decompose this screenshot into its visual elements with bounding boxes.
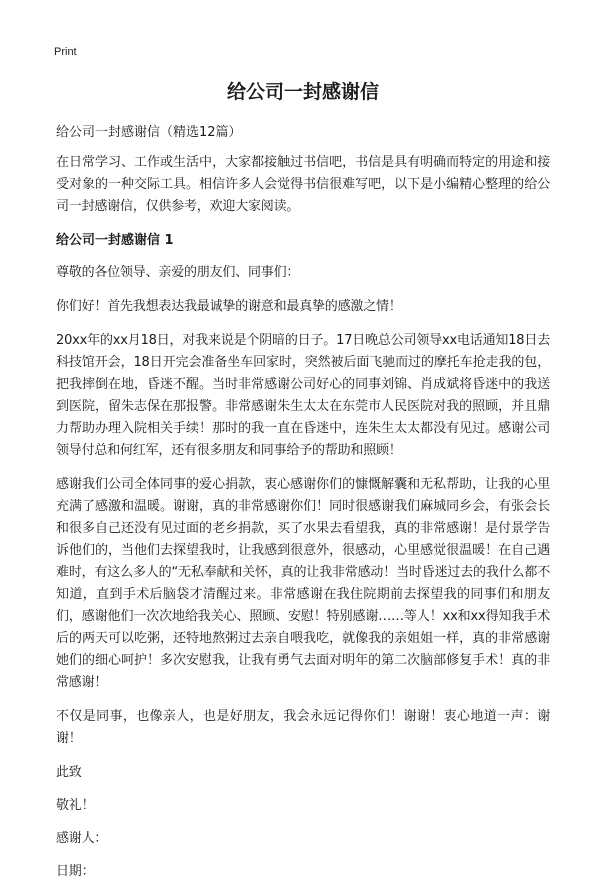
signer-line: 感谢人： — [56, 831, 108, 846]
letter-closing — [56, 762, 550, 883]
document-subtitle: 给公司一封感谢信（精选12篇） — [56, 125, 242, 140]
section-heading: 给公司一封感谢信 1 — [56, 233, 174, 248]
body-paragraph-1: 20xx年的xx月18日，对我来说是个阴暗的日子。17日晚总公司领导xx电话通知18日去科技馆开会，18日开完会准备坐车回家时，突然被后面飞驰而过的摩托车抢走我的包，把我摔倒在地，昏迷不醒。当时非常感谢公司好心的同事刘锦、肖成斌将昏迷中的我送到医院，留朱志保在那报警。非常感谢朱生太太在东莞市人民医院对我的照顾，并且鼎力帮助办理入院相关手续！那时的我一直在昏迷中，连朱生太太都没有见过。感谢公司领导付总和何红军，还有很多朋友和同事给予的帮助和照顾！ — [56, 333, 550, 458]
closing-line-1: 此致 — [56, 765, 82, 780]
closing-line-2: 敬礼！ — [56, 798, 95, 813]
body-paragraph-3: 不仅是同事，也像亲人，也是好朋友，我会永远记得你们！谢谢！衷心地道一声：谢谢！ — [56, 709, 550, 746]
greeting-line: 尊敬的各位领导、亲爱的朋友们、同事们： — [56, 265, 300, 280]
document-body — [56, 78, 550, 894]
print-link[interactable]: Print — [54, 46, 77, 58]
body-paragraph-2: 感谢我们公司全体同事的爱心捐款，衷心感谢你们的慷慨解囊和无私帮助，让我的心里充满了感激和温暖。谢谢，真的非常感谢你们！同时很感谢我们麻城同乡会，有张会长和很多自己还没有见过面的老乡捐款，买了水果去看望我，真的非常感谢！是付景学告诉他们的，当他们去探望我时，让我感到很意外，很感动，心里感觉很温暖！在自己遇难时，有这么多人的“无私奉献和关怀，真的让我非常感动！当时昏迷过去的我什么都不知道，直到手术后脑袋才清醒过来。非常感谢在我住院期前去探望我的同事们和朋友们，感谢他们一次次地给我关心、照顾、安慰！特别感谢……等人！xx和xx得知我手术后的两天可以吃粥，还特地熬粥过去亲自喂我吃，就像我的亲姐姐一样，真的非常感谢她们的细心呵护！多次安慰我，让我有勇气去面对明年的第二次脑部修复手术！真的非常感谢！ — [56, 477, 550, 690]
intro-paragraph: 在日常学习、工作或生活中，大家都接触过书信吧，书信是具有明确而特定的用途和接受对象的一种交际工具。相信许多人会觉得书信很难写吧，以下是小编精心整理的给公司一封感谢信，仅供参考，欢迎大家阅读。 — [56, 155, 550, 214]
opening-line: 你们好！首先我想表达我最诚挚的谢意和最真挚的感激之情！ — [56, 299, 402, 314]
date-line: 日期： — [56, 864, 95, 879]
page-title: 给公司一封感谢信 — [226, 81, 379, 103]
